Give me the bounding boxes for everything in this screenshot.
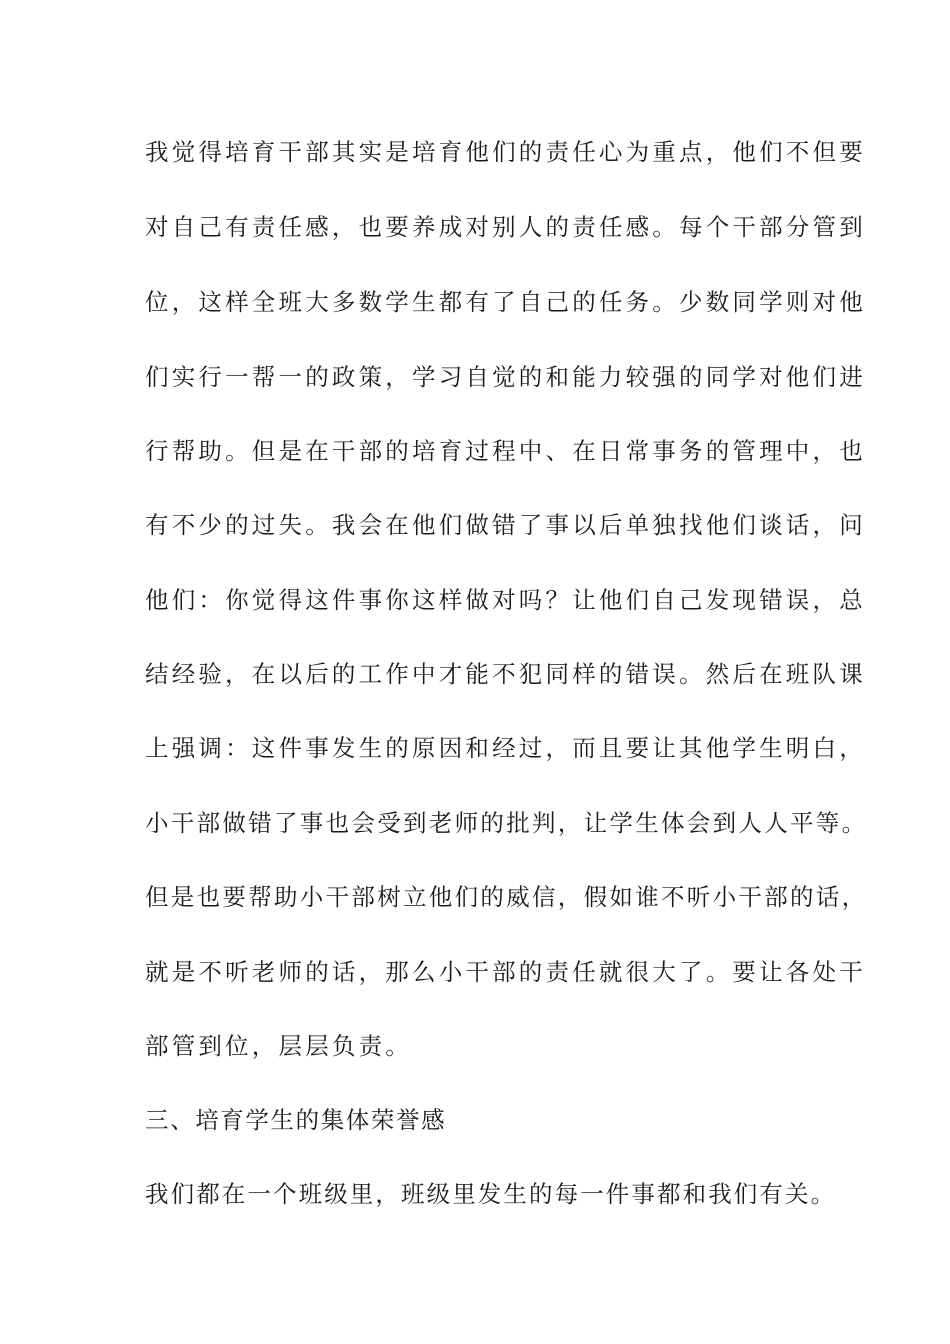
section-heading: 三、培育学生的集体荣誉感 xyxy=(145,1106,447,1134)
paragraph-line: 对自己有责任感，也要养成对别人的责任感。每个干部分管到 xyxy=(145,213,866,241)
paragraph-line: 他们：你觉得这件事你这样做对吗？让他们自己发现错误，总 xyxy=(145,586,866,614)
paragraph-line: 上强调：这件事发生的原因和经过，而且要让其他学生明白， xyxy=(145,734,866,762)
paragraph-line: 我们都在一个班级里，班级里发生的每一件事都和我们有关。 xyxy=(145,1180,837,1208)
paragraph-line: 有不少的过失。我会在他们做错了事以后单独找他们谈话，问 xyxy=(145,511,866,539)
paragraph-line: 结经验，在以后的工作中才能不犯同样的错误。然后在班队课 xyxy=(145,660,866,688)
paragraph-line: 行帮助。但是在干部的培育过程中、在日常事务的管理中，也 xyxy=(145,437,866,465)
paragraph-line: 但是也要帮助小干部树立他们的威信，假如谁不听小干部的话， xyxy=(145,883,868,911)
paragraph-line: 小干部做错了事也会受到老师的批判，让学生体会到人人平等。 xyxy=(145,809,868,837)
paragraph-line: 位，这样全班大多数学生都有了自己的任务。少数同学则对他 xyxy=(145,288,866,316)
paragraph-line: 们实行一帮一的政策，学习自觉的和能力较强的同学对他们进 xyxy=(145,363,866,391)
paragraph-line: 部管到位，层层负责。 xyxy=(145,1032,412,1060)
paragraph-line: 就是不听老师的话，那么小干部的责任就很大了。要让各处干 xyxy=(145,958,866,986)
paragraph-line: 我觉得培育干部其实是培育他们的责任心为重点，他们不但要 xyxy=(145,138,866,166)
